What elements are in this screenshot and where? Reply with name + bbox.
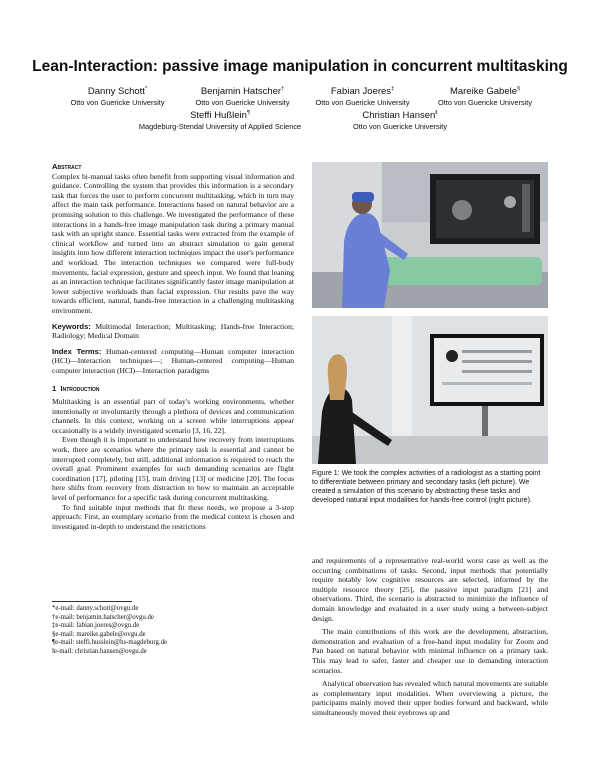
footnote: *e-mail: danny.schott@ovgu.de: [52, 605, 139, 612]
footnote: ¶e-mail: steffi.husslein@hs-magdeburg.de: [52, 639, 167, 647]
author-affiliation: Otto von Guericke University: [352, 122, 448, 131]
paragraph: and requirements of a representative real-world worst case as well as the occurring combinations of tasks. Second, input methods that potentially require notably low cognitive resources are selected, informed by the multiple resource theory [25], the passive input paradigm [21] and observations. Third, the scenario is abstracted to minimize the influence of domain knowledge and evaluated in a user study using a between-subject design.: [312, 556, 548, 623]
footnote: ‡e-mail: fabian.joeres@ovgu.de: [52, 622, 140, 630]
footnote: ‖e-mail: christian.hansen@ovgu.de: [52, 647, 147, 655]
footnote: †e-mail: benjamin.hatscher@ovgu.de: [52, 613, 154, 621]
author-affiliation: Magdeburg-Stendal University of Applied Science: [138, 122, 302, 131]
author-block: Christian Hansen‖ Otto von Guericke University: [330, 110, 470, 132]
section-heading: 1 Introduction: [52, 384, 100, 394]
figure-photo-radiologist: [312, 162, 548, 308]
figure-caption: Figure 1: We took the complex activities of a radiologist as a starting point to differentiate between primary and secondary tasks (left picture). We created a simulation of this scenario by abstracting these tasks and developed natural input modalities for hands-free control (right picture).: [312, 470, 541, 504]
author-name: Fabian Joeres: [330, 86, 392, 97]
footnote: §e-mail: mareike.gabele@ovgu.de: [52, 630, 146, 638]
author-affiliation: Otto von Guericke University: [195, 98, 290, 107]
abstract-heading: Abstract: [52, 162, 82, 171]
index-terms: Index Terms: Human-centered computing—Human computer interaction (HCI)—Interaction techniques—; Human-centered computing—Human computer interaction (HCI)—Interaction paradigms: [52, 346, 294, 375]
author-name: Steffi Hußlein: [190, 110, 247, 121]
author-affiliation: Otto von Guericke University: [70, 98, 165, 107]
paragraph: To find suitable input methods that fit these needs, we propose a 3-step approach: First, an exemplary scenario from the medical context is chosen and investigated in-depth to understand the restrictions: [52, 502, 294, 531]
footnotes: [52, 605, 292, 657]
abstract-text: Complex bi-manual tasks often benefit from supporting visual information and guidance. Controlling the system that provides this information is a secondary task that forces the user to perform concurrent multitasking, which in turn may affect the main task performance. Interactions based on natural behavior are a promising solution to this challenge. We investigated the performance of these interactions in a hands-free image manipulation task during a primary manual task with an upright stance. Essential tasks were extracted from the example of clinical workflow and turned into an abstract simulation to gain general insights into how different interaction techniques impact the user's performance and workload. The interaction techniques we compared were full-body movements, facial expression, gesture and speech input. We found that leaning as an interaction technique facilitates significantly faster image manipulation at lower subjective workloads than facial expression. Our results pave the way towards efficient, natural, hands-free interaction in a challenging multitasking environment.: [52, 171, 294, 315]
author-name: Mareike Gabele: [449, 86, 517, 97]
paper-title: Lean-Interaction: passive image manipulation in concurrent multitasking: [32, 58, 568, 75]
author-block: Benjamin Hatscher† Otto von Guericke University: [180, 86, 305, 108]
keywords: Keywords: Multimodal Interaction; Multitasking; Hands-free Interaction; Radiology; Medical Domain: [52, 321, 294, 341]
paragraph: The main contributions of this work are the development, abstraction, demonstration and evaluation of a free-hand input modality for Zoom and Pan based on natural behavior with minimal influence on a primary task. This may lead to safer, faster and cheaper use in demanding interaction scenarios.: [312, 627, 548, 675]
paragraph: Multitasking is an essential part of today's working environments, whether intentionally or involuntarily through a plethora of devices and communication channels. In this context, working on a screen while interruptions appear occasionally is a widely investigated scenario [3, 16, 22].: [52, 397, 294, 435]
paragraph: Even though it is important to understand how recovery from interruptions work, there are scenarios where the primary task is essential and cannot be interrupted completely, but still, additional information is required to reach the overall goal. Prominent examples for such demanding scenarios are flight coordination [17], piloting [15], train driving [13] or medicine [20]. The focus here shifts from recovery from distraction to how to maintain an acceptable level of performance for a specific task during concurrent multitasking.: [52, 435, 294, 502]
footnote-rule: [52, 601, 132, 602]
author-name: Benjamin Hatscher: [200, 86, 282, 97]
author-affiliation: Otto von Guericke University: [437, 98, 533, 107]
author-block: Mareike Gabele§ Otto von Guericke University: [420, 86, 550, 108]
author-name: Danny Schott: [87, 86, 145, 97]
author-block: Danny Schott* Otto von Guericke University: [55, 86, 180, 108]
figure-photo-simulation: [312, 316, 548, 464]
author-name: Christian Hansen: [362, 110, 436, 121]
paragraph: Analytical observation has revealed which natural movements are suitable as complementary input modalities. When overviewing a picture, the participants mainly moved their upper bodies forward and backward, while simultaneously moved their eyebrows up and: [312, 679, 548, 717]
right-column: [312, 556, 548, 718]
left-column: [52, 162, 294, 531]
author-block: Fabian Joeres‡ Otto von Guericke University: [300, 86, 425, 108]
author-affiliation: Otto von Guericke University: [315, 98, 410, 107]
author-block: Steffi Hußlein¶ Magdeburg-Stendal University of Applied Science: [120, 110, 320, 132]
